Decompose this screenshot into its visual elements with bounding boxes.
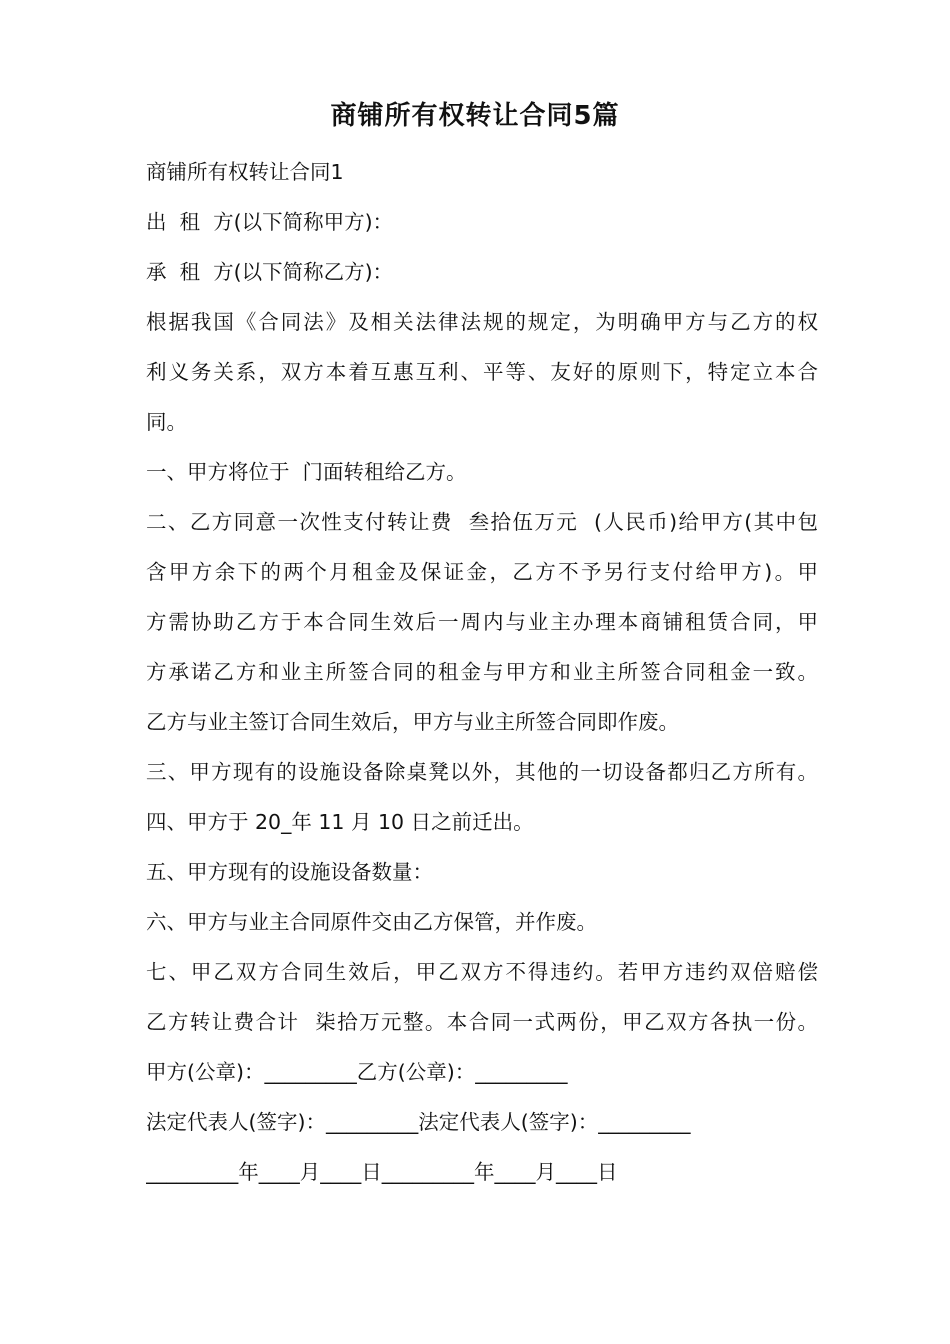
clause-2-line: 方承诺乙方和业主所签合同的租金与甲方和业主所签合同租金一致。 xyxy=(146,660,818,684)
intro-line: 利义务关系，双方本着互惠互利、平等、友好的原则下，特定立本合 xyxy=(146,360,818,384)
clause-7-line: 乙方转让费合计 柒拾万元整。本合同一式两份，甲乙双方各执一份。 xyxy=(146,1010,818,1034)
clause-6: 六、甲方与业主合同原件交由乙方保管，并作废。 xyxy=(146,910,597,934)
clause-1: 一、甲方将位于 门面转租给乙方。 xyxy=(146,460,467,484)
clause-3: 三、甲方现有的设施设备除桌凳以外，其他的一切设备都归乙方所有。 xyxy=(146,760,818,784)
clause-7-line: 七、甲乙双方合同生效后，甲乙双方不得违约。若甲方违约双倍赔偿 xyxy=(146,960,818,984)
intro-line: 根据我国《合同法》及相关法律法规的规定，为明确甲方与乙方的权 xyxy=(146,310,818,334)
clause-2-line: 方需协助乙方于本合同生效后一周内与业主办理本商铺租赁合同，甲 xyxy=(146,610,818,634)
intro-paragraph xyxy=(146,297,818,447)
document-body xyxy=(146,147,818,1197)
lessee-line: 承 租 方(以下简称乙方)： xyxy=(146,260,394,284)
contract-subtitle: 商铺所有权转让合同1 xyxy=(146,160,344,184)
date-line: _________年____月____日_________年____月____日 xyxy=(146,1160,618,1184)
representative-signature-line: 法定代表人(签字)：_________法定代表人(签字)：_________ xyxy=(146,1110,691,1134)
clause-5: 五、甲方现有的设施设备数量： xyxy=(146,860,433,884)
clause-2-line: 含甲方余下的两个月租金及保证金，乙方不予另行支付给甲方)。甲 xyxy=(146,560,818,584)
clause-7 xyxy=(146,947,818,1047)
clause-2-line: 乙方与业主签订合同生效后，甲方与业主所签合同即作废。 xyxy=(146,710,679,734)
seal-signature-line: 甲方(公章)：_________乙方(公章)：_________ xyxy=(146,1060,568,1084)
intro-line: 同。 xyxy=(146,410,187,434)
document-title: 商铺所有权转让合同5篇 xyxy=(330,101,620,131)
clause-2-line: 二、乙方同意一次性支付转让费 叁拾伍万元 (人民币)给甲方(其中包 xyxy=(146,510,818,534)
clause-4: 四、甲方于 20_年 11 月 10 日之前迁出。 xyxy=(146,810,534,834)
clause-2 xyxy=(146,497,818,747)
lessor-line: 出 租 方(以下简称甲方)： xyxy=(146,210,394,234)
